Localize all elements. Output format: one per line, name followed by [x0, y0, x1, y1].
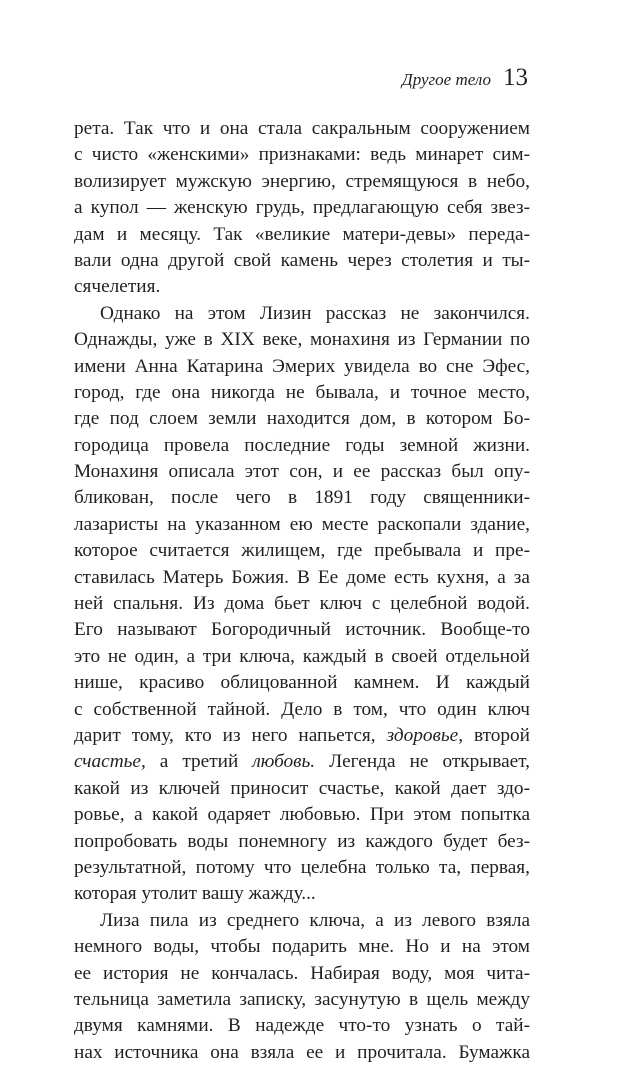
text-line [74, 169, 530, 195]
text-line [74, 1040, 530, 1066]
text-segment: лазаристы на указанном ею месте раскопали здание, [74, 513, 530, 535]
paragraph [74, 908, 530, 1066]
text-segment: рета. Так что и она стала сакральным сооружением [74, 118, 530, 139]
text-line [74, 961, 530, 987]
italic-text: любовь. [252, 751, 316, 773]
text-line [74, 406, 530, 432]
italic-text: счастье, [74, 751, 146, 773]
text-line [74, 723, 530, 749]
text-line [74, 934, 530, 960]
text-line [74, 222, 530, 248]
text-line [74, 538, 530, 564]
text-segment: немного воды, чтобы подарить мне. Но и на этом [74, 936, 530, 958]
running-head [402, 64, 528, 92]
text-line [74, 354, 530, 380]
text-line [74, 591, 530, 617]
text-segment: где под слоем земли находится дом, в котором Бо- [74, 408, 530, 430]
text-line [74, 670, 530, 696]
text-segment: которая утолит вашу жажду... [74, 883, 316, 905]
text-line [74, 380, 530, 406]
body-text [74, 116, 530, 1066]
text-segment: Его называют Богородичный источник. Вообще-то [74, 619, 530, 641]
text-segment: с чисто «женскими» признаками: ведь минарет сим- [74, 144, 530, 166]
text-segment: это не один, а три ключа, каждый в своей отдельной [74, 645, 530, 667]
text-segment: нише, красиво облицованной камнем. И каждый [74, 672, 530, 694]
running-title: Другое тело [401, 70, 491, 89]
text-line [74, 565, 530, 591]
text-line [74, 512, 530, 538]
text-segment: волизирует мужскую энергию, стремящуюся в небо, [74, 170, 530, 192]
italic-text: здоровье, [386, 724, 464, 746]
text-segment: Монахиня описала этот сон, и ее рассказ был опу- [74, 461, 530, 483]
text-segment: вали одна другой свой камень через столетия и ты- [74, 249, 530, 271]
text-segment: с собственной тайной. Дело в том, что один ключ [74, 698, 530, 720]
text-line [74, 301, 530, 327]
text-line [74, 274, 530, 300]
text-line [74, 855, 530, 881]
text-line [74, 248, 530, 274]
text-line [74, 908, 530, 934]
text-segment: ставилась Матерь Божия. В Ее доме есть кухня, а за [74, 566, 530, 588]
text-segment: дарит тому, кто из него напьется, [74, 724, 387, 746]
text-line [74, 459, 530, 485]
text-line [74, 116, 530, 142]
text-line [74, 881, 530, 907]
text-line [74, 1013, 530, 1039]
text-line [74, 749, 530, 775]
text-segment: имени Анна Катарина Эмерих увидела во сне Эфес, [74, 355, 530, 377]
text-segment: которое считается жилищем, где пребывала и пре- [74, 540, 530, 562]
text-segment: результатной, потому что целебна только та, первая, [74, 856, 530, 878]
text-line [74, 327, 530, 353]
text-segment: сячелетия. [74, 276, 161, 298]
text-segment: бликован, после чего в 1891 году священники- [74, 487, 530, 509]
text-line [74, 485, 530, 511]
text-segment: город, где она никогда не бывала, и точное место, [74, 381, 530, 403]
paragraph [74, 301, 530, 908]
text-segment: Легенда не открывает, [315, 751, 530, 773]
text-line [74, 829, 530, 855]
text-segment: Лиза пила из среднего ключа, а из левого взяла [100, 909, 530, 931]
text-line [74, 776, 530, 802]
text-line [74, 987, 530, 1013]
text-segment: городица провела последние годы земной жизни. [74, 434, 530, 456]
text-line [74, 617, 530, 643]
page-number: 13 [503, 64, 528, 91]
text-segment: дам и месяцу. Так «великие матери-девы» переда- [74, 223, 530, 245]
text-segment: попробовать воды понемногу из каждого будет без- [74, 830, 530, 852]
text-line [74, 697, 530, 723]
text-line [74, 802, 530, 828]
paragraph [74, 116, 530, 301]
text-line [74, 433, 530, 459]
text-segment: а купол — женскую грудь, предлагающую себя звез- [74, 197, 530, 219]
text-line [74, 195, 530, 221]
text-line [74, 644, 530, 670]
text-segment: тельница заметила записку, засунутую в щель между [74, 988, 530, 1010]
text-segment: двумя камнями. В надежде что-то узнать о тай- [74, 1015, 530, 1037]
text-segment: второй [463, 724, 531, 746]
text-segment: какой из ключей приносит счастье, какой дает здо- [74, 777, 530, 799]
text-segment: ней спальня. Из дома бьет ключ с целебной водой. [74, 593, 530, 615]
text-segment: Однако на этом Лизин рассказ не закончился. [100, 302, 530, 324]
text-segment: ее история не кончалась. Набирая воду, моя чита- [74, 962, 530, 984]
text-segment: нах источника она взяла ее и прочитала. Бумажка [74, 1041, 530, 1063]
text-segment: а третий [145, 751, 253, 773]
text-segment: Однажды, уже в XIX веке, монахиня из Германии по [74, 329, 530, 351]
text-line [74, 142, 530, 168]
text-segment: ровье, а какой одаряет любовью. При этом попытка [74, 804, 530, 826]
